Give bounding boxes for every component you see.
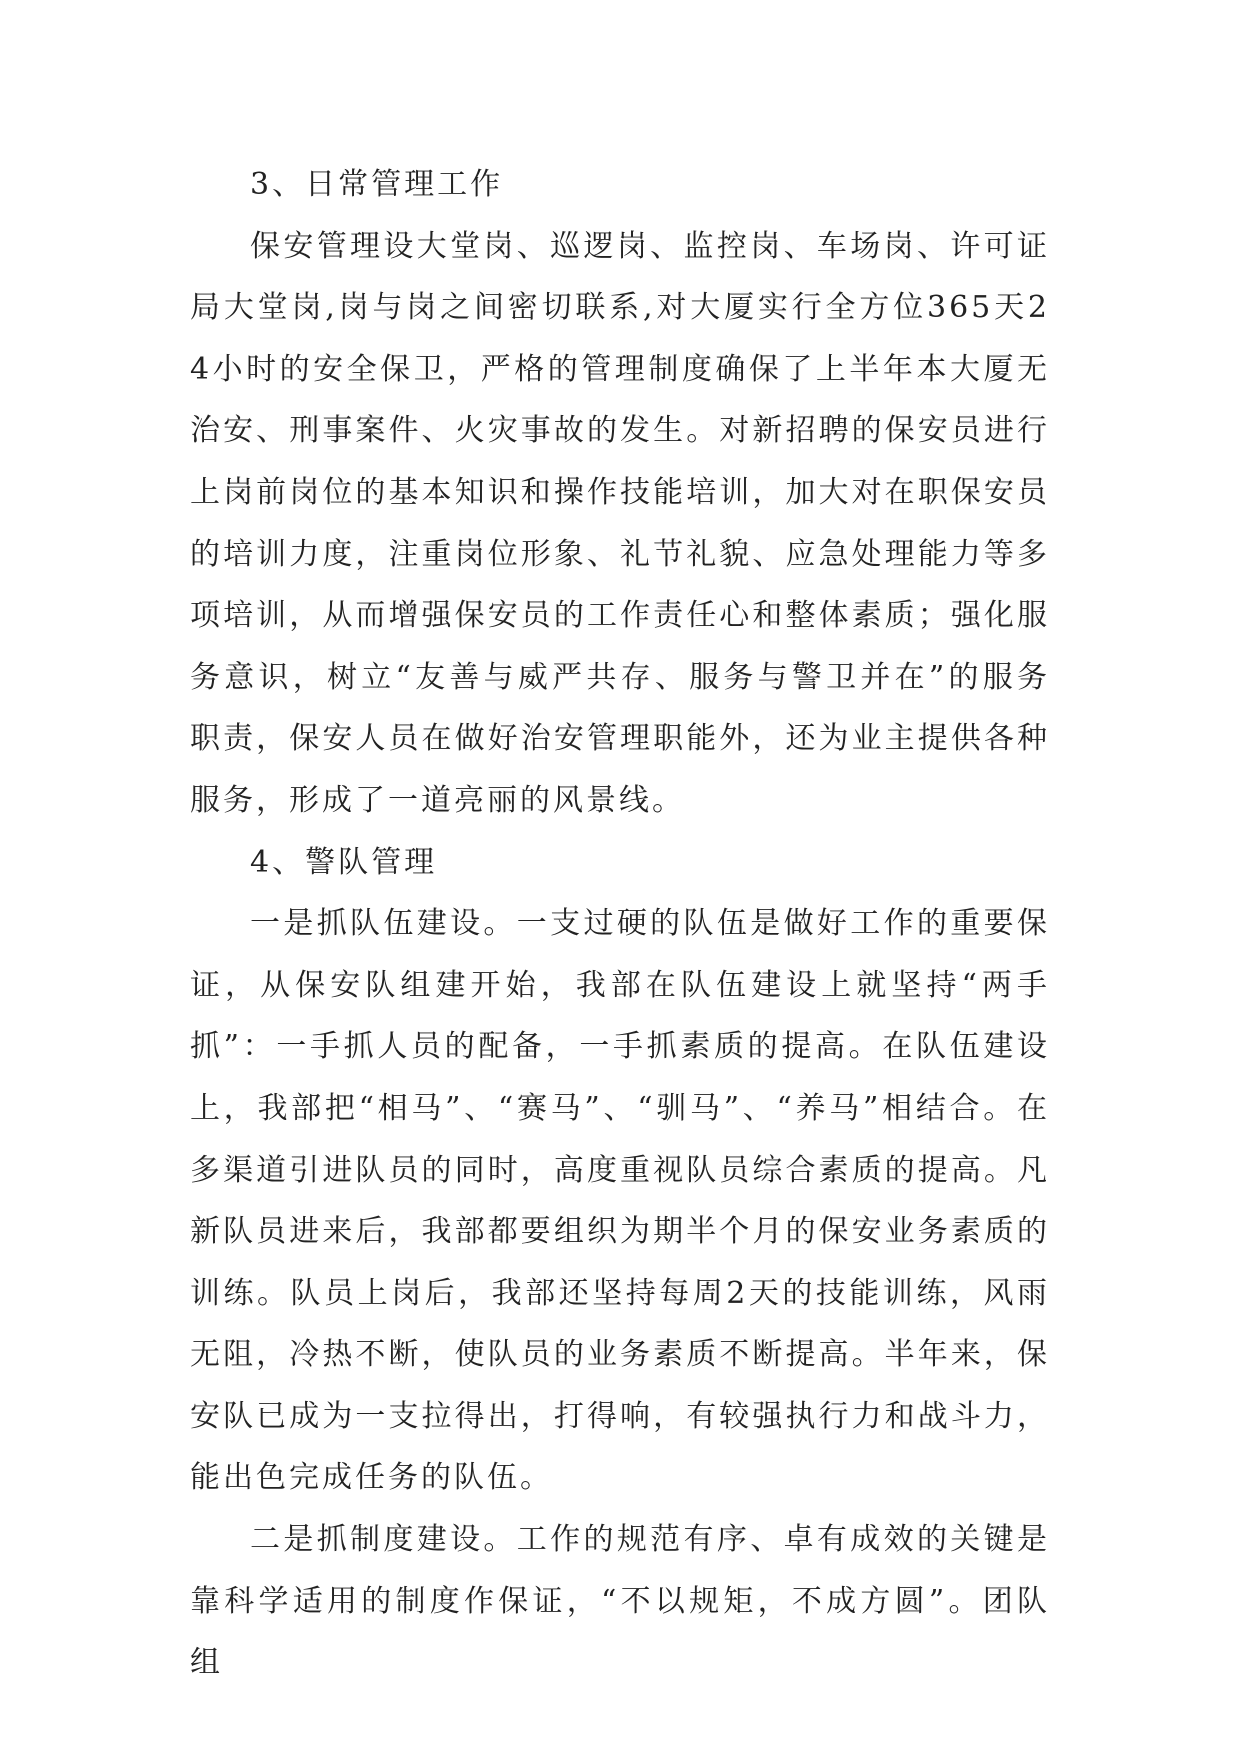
paragraph-system-building: 二是抓制度建设。工作的规范有序、卓有成效的关键是靠科学适用的制度作保证，“不以规矩，不成方圆”。团队组 (190, 1522, 1050, 1681)
paragraph-security-management: 保安管理设大堂岗、巡逻岗、监控岗、车场岗、许可证局大堂岗,岗与岗之间密切联系,对大厦实行全方位365天24小时的安全保卫，严格的管理制度确保了上半年本大厦无治安、刑事案件、火灾事故的发生。对新招聘的保安员进行上岗前岗位的基本知识和操作技能培训，加大对在职保安员的培训力度，注重岗位形象、礼节礼貌、应急处理能力等多项培训，从而增强保安员的工作责任心和整体素质；强化服务意识，树立“友善与威严共存、服务与警卫并在”的服务职责，保安人员在做好治安管理职能外，还为业主提供各种服务，形成了一道亮丽的风景线。 (190, 228, 1050, 818)
document-body (190, 154, 1050, 1694)
section-heading-team-management: 4、警队管理 (250, 844, 438, 880)
section-heading-daily-management: 3、日常管理工作 (250, 167, 504, 202)
paragraph-team-building: 一是抓队伍建设。一支过硬的队伍是做好工作的重要保证，从保安队组建开始，我部在队伍建设上就坚持“两手抓”：一手抓人员的配备，一手抓素质的提高。在队伍建设上，我部把“相马”、“赛马”、“驯马”、“养马”相结合。在多渠道引进队员的同时，高度重视队员综合素质的提高。凡新队员进来后，我部都要组织为期半个月的保安业务素质的训练。队员上岗后，我部还坚持每周2天的技能训练，风雨无阻，冷热不断，使队员的业务素质不断提高。半年来，保安队已成为一支拉得出，打得响，有较强执行力和战斗力，能出色完成任务的队伍。 (190, 906, 1050, 1496)
